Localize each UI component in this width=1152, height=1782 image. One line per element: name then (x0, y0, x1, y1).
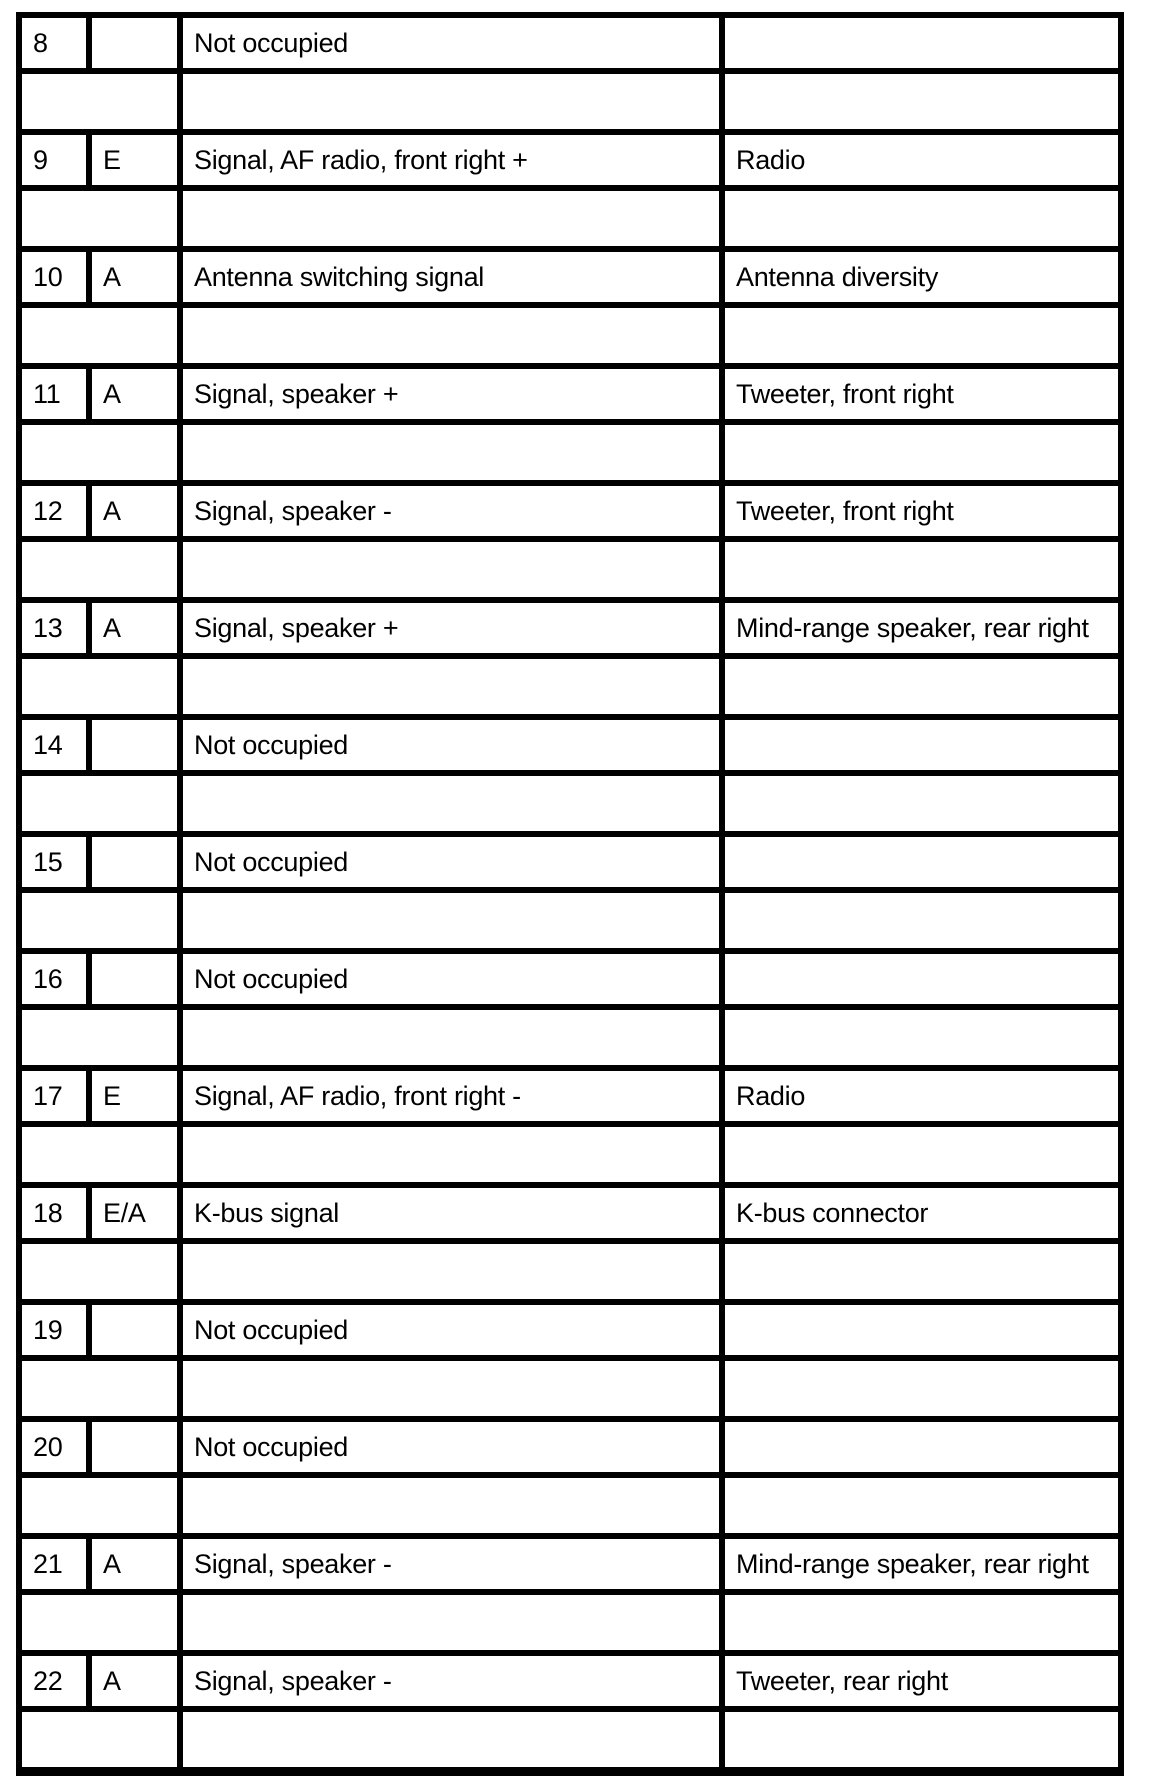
signal-description-cell: Signal, AF radio, front right + (180, 132, 722, 188)
spacer-cell (180, 422, 722, 483)
spacer-cell (19, 305, 180, 366)
spacer-cell (722, 1124, 1121, 1185)
signal-description-cell: Signal, AF radio, front right - (180, 1068, 722, 1124)
pin-row (19, 1185, 1121, 1241)
spacer-cell (19, 422, 180, 483)
pin-row (19, 1419, 1121, 1475)
connected-component-cell: K-bus connector (722, 1185, 1121, 1241)
spacer-cell (180, 1124, 722, 1185)
signal-type-cell (89, 951, 180, 1007)
spacer-cell (19, 1007, 180, 1068)
spacer-row (19, 890, 1121, 951)
signal-type-cell: E (89, 132, 180, 188)
spacer-cell (722, 1709, 1121, 1772)
connected-component-cell: Tweeter, front right (722, 483, 1121, 539)
pin-number-cell: 16 (19, 951, 89, 1007)
signal-type-cell: A (89, 1536, 180, 1592)
signal-type-cell: A (89, 366, 180, 422)
spacer-row (19, 773, 1121, 834)
signal-type-cell: A (89, 1653, 180, 1709)
spacer-cell (180, 71, 722, 132)
pin-assignment-table (16, 12, 1124, 1776)
spacer-cell (722, 1475, 1121, 1536)
spacer-cell (722, 656, 1121, 717)
spacer-cell (180, 305, 722, 366)
pin-number-cell: 8 (19, 15, 89, 71)
connected-component-cell (722, 1419, 1121, 1475)
signal-type-cell (89, 834, 180, 890)
connected-component-cell: Mind-range speaker, rear right (722, 1536, 1121, 1592)
connected-component-cell (722, 717, 1121, 773)
pin-row (19, 1536, 1121, 1592)
pin-number-cell: 18 (19, 1185, 89, 1241)
signal-description-cell: Antenna switching signal (180, 249, 722, 305)
spacer-cell (180, 1358, 722, 1419)
pin-row (19, 600, 1121, 656)
pin-row (19, 249, 1121, 305)
spacer-cell (722, 1592, 1121, 1653)
spacer-cell (19, 539, 180, 600)
pin-row (19, 951, 1121, 1007)
signal-description-cell: Signal, speaker - (180, 1653, 722, 1709)
spacer-row (19, 1592, 1121, 1653)
spacer-cell (722, 539, 1121, 600)
signal-description-cell: Not occupied (180, 834, 722, 890)
signal-description-cell: Not occupied (180, 1302, 722, 1358)
spacer-row (19, 539, 1121, 600)
connected-component-cell (722, 951, 1121, 1007)
spacer-cell (19, 890, 180, 951)
pin-row (19, 834, 1121, 890)
pin-row (19, 1302, 1121, 1358)
spacer-cell (180, 1592, 722, 1653)
spacer-cell (19, 1124, 180, 1185)
pin-number-cell: 10 (19, 249, 89, 305)
spacer-row (19, 656, 1121, 717)
spacer-row (19, 422, 1121, 483)
spacer-row (19, 188, 1121, 249)
spacer-cell (722, 1358, 1121, 1419)
spacer-cell (180, 773, 722, 834)
pin-number-cell: 22 (19, 1653, 89, 1709)
spacer-cell (722, 71, 1121, 132)
signal-description-cell: Signal, speaker + (180, 600, 722, 656)
spacer-cell (180, 890, 722, 951)
signal-description-cell: Not occupied (180, 717, 722, 773)
signal-description-cell: K-bus signal (180, 1185, 722, 1241)
spacer-cell (19, 1358, 180, 1419)
spacer-cell (19, 773, 180, 834)
pin-row (19, 483, 1121, 539)
pin-number-cell: 14 (19, 717, 89, 773)
connected-component-cell: Radio (722, 1068, 1121, 1124)
spacer-cell (180, 539, 722, 600)
spacer-cell (180, 1007, 722, 1068)
spacer-row (19, 1241, 1121, 1302)
spacer-cell (722, 188, 1121, 249)
spacer-row (19, 1124, 1121, 1185)
spacer-cell (19, 1475, 180, 1536)
spacer-cell (722, 1007, 1121, 1068)
connected-component-cell: Radio (722, 132, 1121, 188)
signal-type-cell (89, 15, 180, 71)
spacer-cell (19, 656, 180, 717)
signal-type-cell: A (89, 249, 180, 305)
signal-type-cell: A (89, 600, 180, 656)
spacer-cell (19, 1709, 180, 1772)
pin-number-cell: 9 (19, 132, 89, 188)
spacer-cell (180, 1241, 722, 1302)
pin-row (19, 717, 1121, 773)
signal-type-cell: A (89, 483, 180, 539)
pin-number-cell: 17 (19, 1068, 89, 1124)
spacer-cell (722, 305, 1121, 366)
spacer-row (19, 71, 1121, 132)
signal-type-cell: E (89, 1068, 180, 1124)
signal-description-cell: Not occupied (180, 1419, 722, 1475)
spacer-cell (19, 71, 180, 132)
spacer-row (19, 1358, 1121, 1419)
connected-component-cell: Tweeter, front right (722, 366, 1121, 422)
spacer-cell (722, 422, 1121, 483)
signal-type-cell (89, 1419, 180, 1475)
spacer-cell (180, 188, 722, 249)
spacer-row (19, 1709, 1121, 1772)
spacer-cell (180, 1709, 722, 1772)
connected-component-cell: Antenna diversity (722, 249, 1121, 305)
signal-description-cell: Not occupied (180, 951, 722, 1007)
spacer-row (19, 1475, 1121, 1536)
pin-number-cell: 19 (19, 1302, 89, 1358)
signal-type-cell (89, 1302, 180, 1358)
pin-number-cell: 20 (19, 1419, 89, 1475)
signal-description-cell: Signal, speaker - (180, 1536, 722, 1592)
pin-row (19, 15, 1121, 71)
pin-row (19, 1653, 1121, 1709)
connected-component-cell: Tweeter, rear right (722, 1653, 1121, 1709)
spacer-cell (722, 773, 1121, 834)
spacer-cell (722, 890, 1121, 951)
connected-component-cell (722, 1302, 1121, 1358)
spacer-cell (19, 1241, 180, 1302)
connected-component-cell: Mind-range speaker, rear right (722, 600, 1121, 656)
pin-row (19, 1068, 1121, 1124)
pin-number-cell: 21 (19, 1536, 89, 1592)
spacer-row (19, 305, 1121, 366)
connected-component-cell (722, 834, 1121, 890)
spacer-cell (180, 1475, 722, 1536)
signal-description-cell: Signal, speaker - (180, 483, 722, 539)
signal-type-cell (89, 717, 180, 773)
spacer-cell (19, 1592, 180, 1653)
pin-number-cell: 15 (19, 834, 89, 890)
signal-description-cell: Signal, speaker + (180, 366, 722, 422)
signal-type-cell: E/A (89, 1185, 180, 1241)
pin-number-cell: 11 (19, 366, 89, 422)
connected-component-cell (722, 15, 1121, 71)
pin-row (19, 132, 1121, 188)
pin-assignment-table-body (19, 15, 1121, 1772)
spacer-cell (722, 1241, 1121, 1302)
pin-number-cell: 13 (19, 600, 89, 656)
pin-number-cell: 12 (19, 483, 89, 539)
spacer-cell (180, 656, 722, 717)
pin-row (19, 366, 1121, 422)
spacer-row (19, 1007, 1121, 1068)
spacer-cell (19, 188, 180, 249)
signal-description-cell: Not occupied (180, 15, 722, 71)
